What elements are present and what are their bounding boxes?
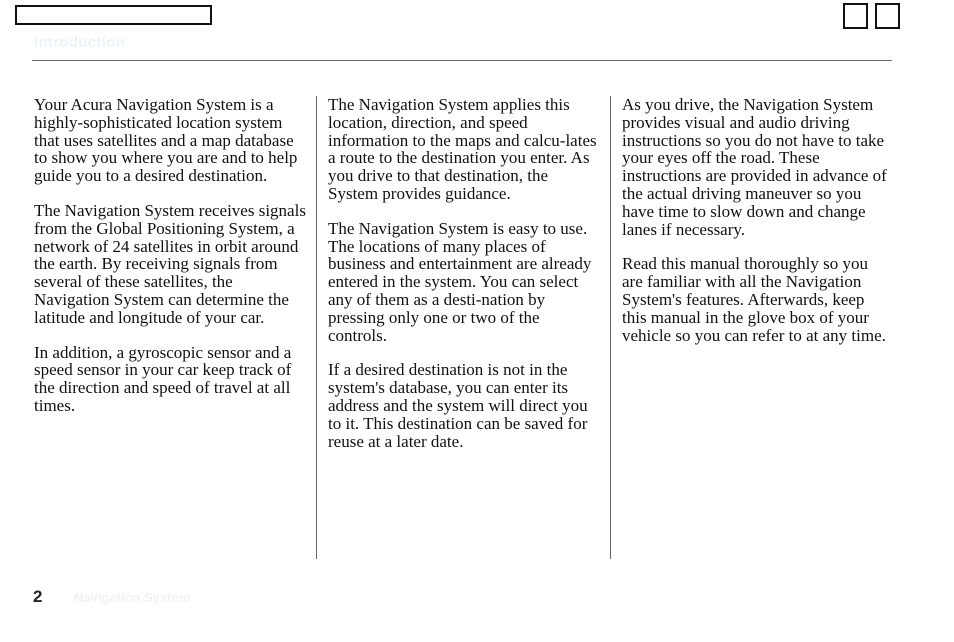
paragraph: Read this manual thoroughly so you are familiar with all the Navigation System's features. Afterwards, keep this manual in the glove box of your vehicle so you can refer to at any time.	[622, 254, 886, 345]
column-divider	[610, 96, 611, 559]
paragraph: The Navigation System receives signals from the Global Positioning System, a network of 24 satellites in orbit around the earth. By receiving signals from several of these satellites, the Navigation System can determine the latitude and longitude of your car.	[34, 200, 306, 327]
paragraph: The Navigation System is easy to use. The locations of many places of business and entertainment are already entered in the system. You can select any of them as a desti-nation by pressing only one or two of the controls.	[328, 218, 592, 345]
footer-manual-title: Navigation System	[74, 590, 191, 605]
section-title: Introduction	[34, 34, 126, 51]
header-divider	[32, 60, 892, 61]
paragraph: In addition, a gyroscopic sensor and a speed sensor in your car keep track of the direction and speed of travel at all times.	[34, 342, 292, 415]
section-tab-box	[15, 5, 212, 25]
paragraph: Your Acura Navigation System is a highly-sophisticated location system that uses satellites and a map database to show you where you are and to help guide you to a desired destination.	[34, 95, 298, 186]
text-column-1	[34, 96, 306, 432]
column-divider	[316, 96, 317, 559]
text-column-3	[622, 96, 887, 361]
text-column-2	[328, 96, 600, 467]
page-number: 2	[33, 587, 43, 606]
square-box-icon	[875, 3, 900, 29]
square-box-icon	[843, 3, 868, 29]
paragraph: The Navigation System applies this location, direction, and speed information to the maps and calcu-lates a route to the destination you enter. As you drive to that destination, the System provides guidance.	[328, 95, 597, 203]
paragraph: As you drive, the Navigation System provides visual and audio driving instructions so you do not have to take your eyes off the road. These instructions are provided in advance of the actual driving maneuver so you have time to slow down and change lanes if necessary.	[622, 95, 887, 239]
paragraph: If a desired destination is not in the system's database, you can enter its address and the system will direct you to it. This destination can be saved for reuse at a later date.	[328, 360, 588, 451]
